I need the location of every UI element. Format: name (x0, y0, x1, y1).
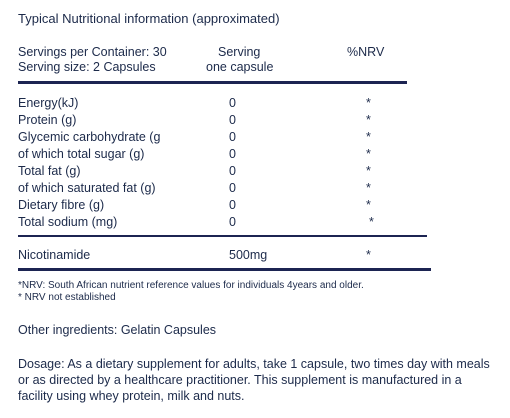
serving-column-header-line2: one capsule (206, 60, 274, 74)
row-name-energy: Energy(kJ) (18, 96, 79, 110)
dosage-text: Dosage: As a dietary supplement for adults, take 1 capsule, two times day with meals or as directed by a healthcare practitioner. This supplement is manufactured in a facility using whey protein, milk and nuts. (18, 357, 490, 403)
row-name-total-sodium: Total sodium (mg) (18, 215, 118, 229)
row-nrv-total-sodium: * (369, 215, 374, 229)
row-nrv-total-sugar: * (366, 147, 371, 161)
footnote-nrv-not-established: * NRV not established (18, 292, 116, 303)
row-value-saturated-fat: 0 (229, 181, 236, 195)
row-value-total-sugar: 0 (229, 147, 236, 161)
nrv-column-header: %NRV (347, 45, 385, 59)
row-value-glycemic-carbohydrate: 0 (229, 130, 236, 144)
row-value-total-sodium: 0 (229, 215, 236, 229)
row-value-dietary-fibre: 0 (229, 198, 236, 212)
servings-per-container: Servings per Container: 30 (18, 45, 167, 59)
active-ingredient-value: 500mg (229, 248, 268, 262)
row-name-total-sugar: of which total sugar (g) (18, 147, 145, 161)
row-value-protein: 0 (229, 113, 236, 127)
active-divider (18, 268, 431, 271)
row-nrv-saturated-fat: * (366, 181, 371, 195)
header-divider (18, 81, 407, 84)
row-nrv-dietary-fibre: * (366, 198, 371, 212)
active-ingredient-name: Nicotinamide (18, 248, 91, 262)
panel-title: Typical Nutritional information (approximated) (18, 11, 280, 26)
row-name-saturated-fat: of which saturated fat (g) (18, 181, 156, 195)
footnote-nrv-definition: *NRV: South African nutrient reference values for individuals 4years and older. (18, 280, 364, 291)
row-value-total-fat: 0 (229, 164, 236, 178)
row-name-dietary-fibre: Dietary fibre (g) (18, 198, 105, 212)
other-ingredients: Other ingredients: Gelatin Capsules (18, 323, 217, 337)
row-nrv-protein: * (366, 113, 371, 127)
row-nrv-total-fat: * (366, 164, 371, 178)
rows-divider (18, 235, 427, 237)
row-nrv-energy: * (366, 96, 371, 110)
row-name-total-fat: Total fat (g) (18, 164, 81, 178)
row-nrv-glycemic-carbohydrate: * (366, 130, 371, 144)
serving-column-header-line1: Serving (218, 45, 261, 59)
serving-size: Serving size: 2 Capsules (18, 60, 156, 74)
row-value-energy: 0 (229, 96, 236, 110)
active-ingredient-nrv: * (366, 248, 371, 262)
row-name-protein: Protein (g) (18, 113, 77, 127)
row-name-glycemic-carbohydrate: Glycemic carbohydrate (g (18, 130, 161, 144)
